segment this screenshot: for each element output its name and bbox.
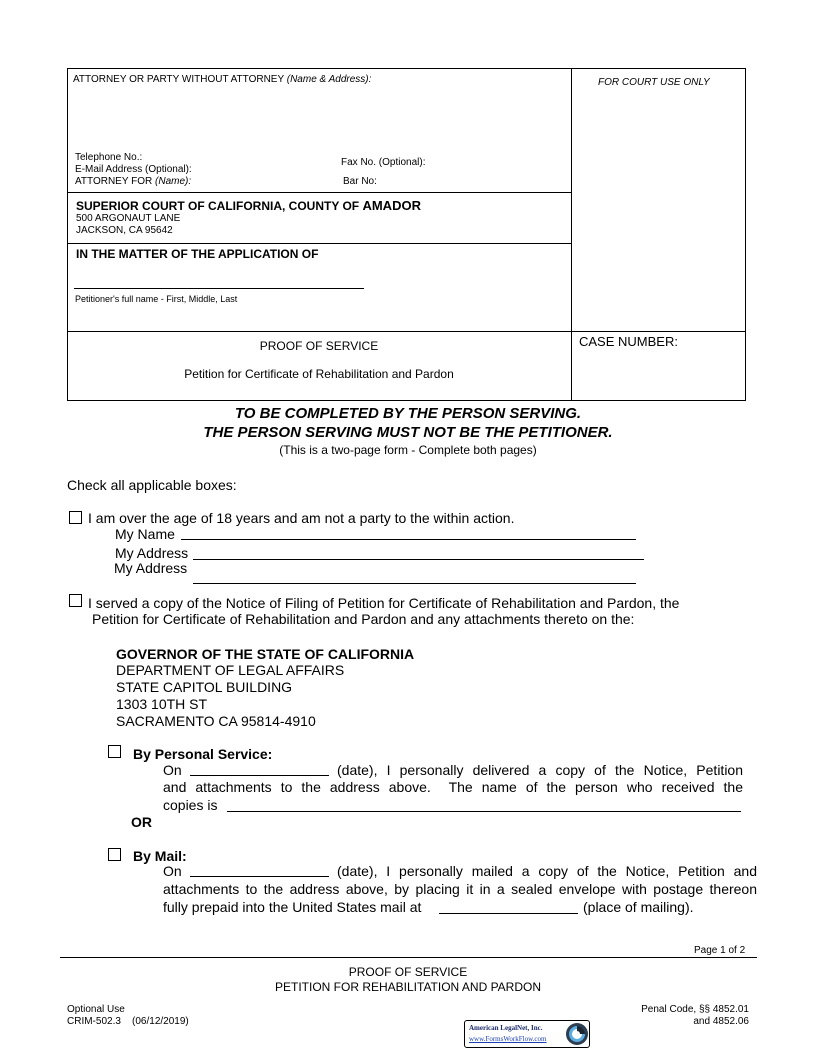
court-title: SUPERIOR COURT OF CALIFORNIA, COUNTY OF AMADOR [76, 198, 421, 213]
governor-city: SACRAMENTO CA 95814-4910 [116, 713, 316, 729]
footer-title-2: PETITION FOR REHABILITATION AND PARDON [274, 980, 542, 994]
my-name-line[interactable] [181, 539, 636, 540]
matter-title: IN THE MATTER OF THE APPLICATION OF [76, 247, 319, 261]
my-address-label-2: My Address [114, 560, 188, 576]
mail-line-3b: (place of mailing). [583, 899, 694, 915]
court-use-divider [571, 68, 572, 401]
logo-line-1: American LegalNet, Inc. [469, 1024, 543, 1032]
personal-on: On [163, 762, 182, 778]
case-number-label: CASE NUMBER: [579, 334, 678, 349]
telephone-label: Telephone No.: [75, 152, 143, 163]
personal-service-checkbox[interactable] [108, 745, 121, 758]
age-checkbox[interactable] [69, 511, 82, 524]
mail-line-2: attachments to the address above, by placing it in a sealed envelope with postage thereon [163, 881, 757, 897]
personal-line-3: copies is [163, 797, 218, 813]
title-divider [67, 331, 746, 332]
mail-place-line[interactable] [439, 913, 578, 914]
attorney-for-label: ATTORNEY FOR (Name): [75, 176, 192, 187]
governor-building: STATE CAPITOL BUILDING [116, 679, 293, 695]
age-statement: I am over the age of 18 years and am not a party to the within action. [88, 510, 515, 526]
mail-on: On [163, 863, 182, 879]
legalnet-logo[interactable] [464, 1020, 590, 1048]
governor-name: GOVERNOR OF THE STATE OF CALIFORNIA [116, 646, 415, 662]
email-label: E-Mail Address (Optional): [75, 164, 192, 175]
or-label: OR [131, 814, 152, 830]
petitioner-caption: Petitioner's full name - First, Middle, Last [75, 294, 238, 304]
mail-line-1: (date), I personally mailed a copy of the Notice, Petition and [337, 863, 757, 879]
logo-line-2: www.FormsWorkFlow.com [469, 1035, 547, 1043]
personal-service-label: By Personal Service: [133, 746, 273, 762]
footer-rule [60, 957, 757, 958]
instruction-line-3: (This is a two-page form - Complete both pages) [279, 443, 537, 457]
court-address-1: 500 ARGONAUT LANE [76, 213, 181, 224]
form-subtitle: Petition for Certificate of Rehabilitation and Pardon [184, 367, 454, 381]
bar-label: Bar No: [343, 176, 377, 187]
governor-street: 1303 10TH ST [116, 696, 208, 712]
mail-date-line[interactable] [190, 876, 329, 877]
form-id: CRIM-502.3 (06/12/2019) [67, 1016, 189, 1027]
my-address-line-1[interactable] [193, 559, 644, 560]
personal-recipient-line[interactable] [227, 811, 741, 812]
court-divider [67, 243, 572, 244]
mail-line-3a: fully prepaid into the United States mail at [163, 899, 422, 915]
optional-use: Optional Use [67, 1004, 125, 1015]
page-number: Page 1 of 2 [694, 945, 746, 956]
globe-icon [565, 1022, 589, 1046]
my-address-line-2[interactable] [193, 583, 636, 584]
mail-label: By Mail: [133, 848, 187, 864]
check-all-label: Check all applicable boxes: [67, 477, 237, 493]
form-title: PROOF OF SERVICE [259, 339, 379, 353]
instruction-line-2: THE PERSON SERVING MUST NOT BE THE PETITIONER. [203, 424, 613, 441]
personal-line-1: (date), I personally delivered a copy of the Notice, Petition [337, 762, 743, 778]
penal-code-2: and 4852.06 [693, 1016, 749, 1027]
mail-checkbox[interactable] [108, 848, 121, 861]
governor-dept: DEPARTMENT OF LEGAL AFFAIRS [116, 662, 345, 678]
my-name-label: My Name [115, 526, 175, 542]
penal-code-1: Penal Code, §§ 4852.01 [641, 1004, 749, 1015]
petitioner-name-line[interactable] [74, 288, 364, 289]
personal-date-line[interactable] [190, 775, 329, 776]
instruction-line-1: TO BE COMPLETED BY THE PERSON SERVING. [234, 405, 582, 422]
served-checkbox[interactable] [69, 594, 82, 607]
court-use-label: FOR COURT USE ONLY [598, 77, 710, 88]
served-line-1: I served a copy of the Notice of Filing of Petition for Certificate of Rehabilitation and Pardon, the [88, 595, 680, 611]
footer-title-1: PROOF OF SERVICE [348, 965, 468, 979]
personal-line-2: and attachments to the address above. The name of the person who received the [163, 779, 743, 795]
served-line-2: Petition for Certificate of Rehabilitation and Pardon and any attachments thereto on the: [92, 611, 635, 627]
attorney-label: ATTORNEY OR PARTY WITHOUT ATTORNEY (Name & Address): [73, 74, 372, 85]
my-address-label-1: My Address [115, 545, 189, 561]
court-address-2: JACKSON, CA 95642 [76, 225, 173, 236]
attorney-divider [67, 192, 572, 193]
fax-label: Fax No. (Optional): [341, 157, 426, 168]
